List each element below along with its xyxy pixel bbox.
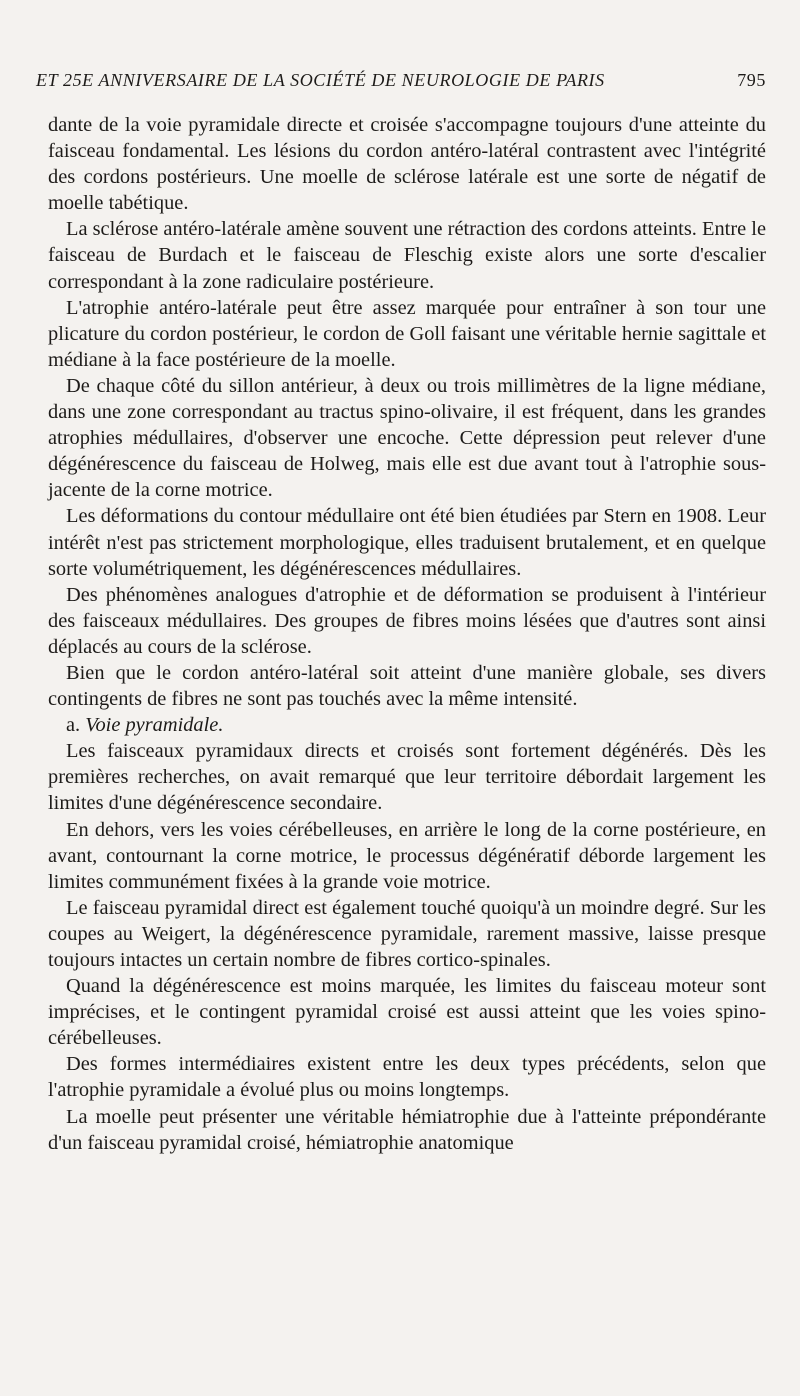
paragraph-13: La moelle peut présenter une véritable hémiatrophie due à l'atteinte prépondérante d'un faisceau pyramidal croisé, hémiatrophie anatomique [48, 1105, 766, 1154]
section-title: Voie pyramidale. [85, 714, 224, 737]
paragraph-4: De chaque côté du sillon antérieur, à deux ou trois millimètres de la ligne médiane, dans une zone correspondant au tractus spino-olivaire, il est fréquent, dans les grandes atrophies médullaires, d'observer une encoche. Cette dépression peut relever d'une dégénérescence du faisceau de Holweg, mais elle est due avant tout à l'atrophie sous-jacente de la corne motrice. [48, 374, 766, 502]
paragraph-7: Bien que le cordon antéro-latéral soit atteint d'une manière globale, ses divers contingents de fibres ne sont pas touchés avec la même intensité. [48, 661, 766, 711]
body-text [48, 112, 766, 1156]
paragraph-11: Quand la dégénérescence est moins marquée, les limites du faisceau moteur sont imprécises, et le contingent pyramidal croisé est aussi atteint que les voies spino-cérébelleuses. [48, 975, 766, 1050]
paragraph-10: Le faisceau pyramidal direct est également touché quoiqu'à un moindre degré. Sur les coupes au Weigert, la dégénérescence pyramidale, rarement massive, laisse presque toujours intactes un certain nombre de fibres cortico-spinales. [48, 896, 766, 971]
paragraph-3: L'atrophie antéro-latérale peut être assez marquée pour entraîner à son tour une plicature du cordon postérieur, le cordon de Goll faisant une véritable hernie sagittale et médiane à la face postérieure de la moelle. [48, 296, 766, 371]
paragraph-8: Les faisceaux pyramidaux directs et croisés sont fortement dégénérés. Dès les premières recherches, on avait remarqué que leur territoire débordait largement les limites d'une dégénérescence secondaire. [48, 740, 766, 815]
paragraph-5: Les déformations du contour médullaire ont été bien étudiées par Stern en 1908. Leur intérêt n'est pas strictement morphologique, elles traduisent brutalement, et en quelque sorte volumétriquement, les dégénérescences médullaires. [48, 505, 766, 580]
page-number: 795 [737, 70, 766, 90]
paragraph-9: En dehors, vers les voies cérébelleuses, en arrière le long de la corne postérieure, en avant, contournant la corne motrice, le processus dégénératif déborde largement les limites communément fixées à la grande voie motrice. [48, 818, 766, 893]
paragraph-1: dante de la voie pyramidale directe et croisée s'accompagne toujours d'une atteinte du faisceau fondamental. Les lésions du cordon antéro-latéral contrastent avec l'intégrité des cordons postérieurs. Une moelle de sclérose latérale est une sorte de négatif de moelle tabétique. [48, 114, 766, 215]
running-title: ET 25E ANNIVERSAIRE DE LA SOCIÉTÉ DE NEUROLOGIE DE PARIS [36, 70, 605, 90]
paragraph-12: Des formes intermédiaires existent entre les deux types précédents, selon que l'atrophie pyramidale a évolué plus ou moins longtemps. [48, 1053, 766, 1102]
paragraph-6: Des phénomènes analogues d'atrophie et de déformation se produisent à l'intérieur des faisceaux médullaires. Des groupes de fibres moins lésées que d'autres sont ainsi déplacés au cours de la sclérose. [48, 583, 766, 658]
running-head [36, 70, 766, 91]
section-heading [48, 712, 766, 738]
section-number: a. [66, 714, 81, 737]
paragraph-2: La sclérose antéro-latérale amène souvent une rétraction des cordons atteints. Entre le faisceau de Burdach et le faisceau de Fleschig existe alors une sorte d'escalier correspondant à la zone radiculaire postérieure. [48, 218, 766, 293]
